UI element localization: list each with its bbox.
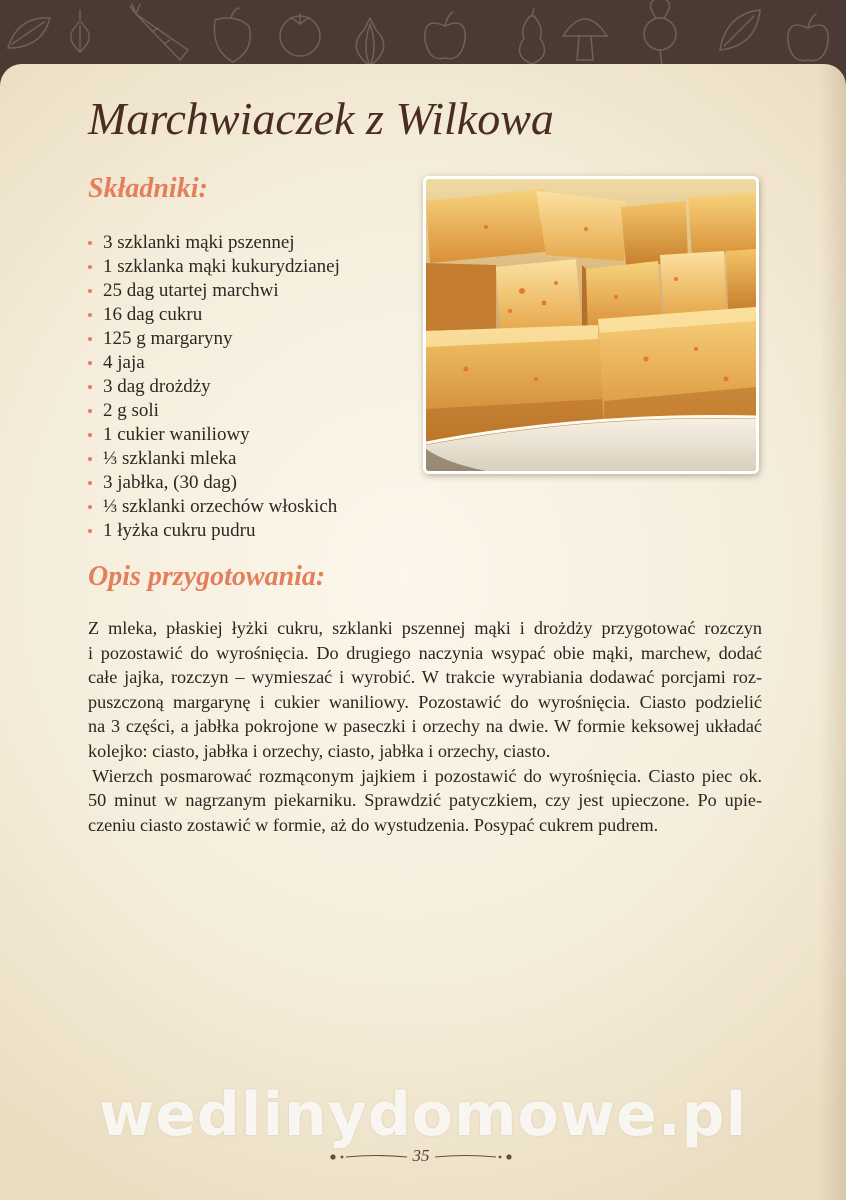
ingredient-item <box>88 327 340 351</box>
cake-photo <box>423 176 759 474</box>
preparation-paragraph <box>88 764 762 838</box>
apple-icon <box>425 12 465 59</box>
ingredient-item <box>88 447 340 471</box>
onion-icon <box>356 18 383 66</box>
leaf-icon <box>720 10 760 50</box>
bullet-dot <box>88 289 92 293</box>
ingredient-item <box>88 423 340 447</box>
ingredient-item <box>88 351 340 375</box>
text-line: Z mleka, płaskiej łyżki cukru, szklanki pszennej mąki i drożdży przygotować rozczyn <box>88 618 762 638</box>
ingredient-text: 3 dag drożdży <box>103 376 211 397</box>
text-line: na 3 części, a jabłka pokrojone w paseczki i orzechy na dwie. W formie keksowej układać <box>88 716 762 737</box>
cake-image <box>426 179 756 471</box>
bullet-dot <box>88 385 92 389</box>
radish-icon <box>644 0 676 66</box>
tomato-icon <box>280 14 320 56</box>
ingredient-item <box>88 375 340 399</box>
bullet-dot <box>88 265 92 269</box>
ingredient-item <box>88 255 340 279</box>
mushroom-icon <box>563 19 607 60</box>
bullet-dot <box>88 241 92 245</box>
ingredient-text: 1 cukier waniliowy <box>103 424 250 445</box>
bullet-dot <box>88 361 92 365</box>
ingredient-text: 16 dag cukru <box>103 304 203 325</box>
page-footer <box>321 1145 521 1167</box>
ingredient-text: 125 g margaryny <box>103 328 233 349</box>
text-line: czeniu ciasto zostawić w formie, aż do wystudzenia. Posypać cukrem pudrem. <box>88 814 659 835</box>
preparation-heading: Opis przygotowania: <box>88 561 326 592</box>
bullet-dot <box>88 433 92 437</box>
text-line: puszczoną margarynę i cukier waniliowy. Pozostawić do wyrośnięcia. Ciasto podzielić <box>88 691 762 712</box>
text-line: całe jajka, rozczyn – wymieszać i wyrobić. W trakcie wyrabiania dodawać porcjami roz- <box>88 667 762 688</box>
text-line: i pozostawić do wyrośnięcia. Do drugiego naczynia wsypać obie mąki, marchew, dodać <box>88 642 762 663</box>
text-line: 50 minut w nagrzanym piekarniku. Sprawdzić patyczkiem, czy jest upieczone. Po upie- <box>88 790 762 811</box>
ingredient-text: ⅓ szklanki mleka <box>103 448 237 469</box>
ingredient-text: 3 jabłka, (30 dag) <box>103 472 238 493</box>
watermark: wedlinydomowe.pl <box>98 1080 748 1150</box>
ingredient-item <box>88 471 340 495</box>
ingredient-item <box>88 495 340 519</box>
apple-icon <box>788 14 828 61</box>
ingredient-item <box>88 231 340 255</box>
ingredient-text: 3 szklanki mąki pszennej <box>103 232 295 253</box>
ingredient-text: 4 jaja <box>103 352 145 373</box>
carrot-icon <box>130 4 188 60</box>
text-line: Wierzch posmarować rozmąconym jajkiem i pozostawić do wyrośnięcia. Ciasto piec ok. <box>92 765 762 786</box>
bullet-dot <box>88 457 92 461</box>
bullet-dot <box>88 313 92 317</box>
ingredient-item <box>88 519 340 543</box>
ingredient-text: 1 łyżka cukru pudru <box>103 520 256 541</box>
ingredients-heading: Składniki: <box>88 173 208 204</box>
bullet-dot <box>88 481 92 485</box>
ingredient-item <box>88 399 340 423</box>
ingredient-item <box>88 303 340 327</box>
garlic-icon <box>71 10 89 52</box>
ingredient-text: 25 dag utartej marchwi <box>103 280 279 301</box>
ingredient-item <box>88 279 340 303</box>
preparation-text <box>88 616 762 837</box>
page-number: 35 <box>412 1146 430 1165</box>
leaf-icon <box>8 18 50 48</box>
pepper-icon <box>214 8 250 62</box>
pear-icon <box>520 8 545 64</box>
recipe-title: Marchwiaczek z Wilkowa <box>88 93 554 144</box>
ingredient-text: 1 szklanka mąki kukurydzianej <box>103 256 340 277</box>
text-line: kolejko: ciasto, jabłka i orzechy, ciasto, jabłka i orzechy, ciasto. <box>88 740 551 761</box>
ingredients-list <box>88 231 340 543</box>
ingredient-text: ⅓ szklanki orzechów włoskich <box>103 496 338 517</box>
bullet-dot <box>88 409 92 413</box>
bullet-dot <box>88 529 92 533</box>
bullet-dot <box>88 337 92 341</box>
ingredient-text: 2 g soli <box>103 400 159 421</box>
bullet-dot <box>88 505 92 509</box>
preparation-paragraph <box>88 616 762 764</box>
